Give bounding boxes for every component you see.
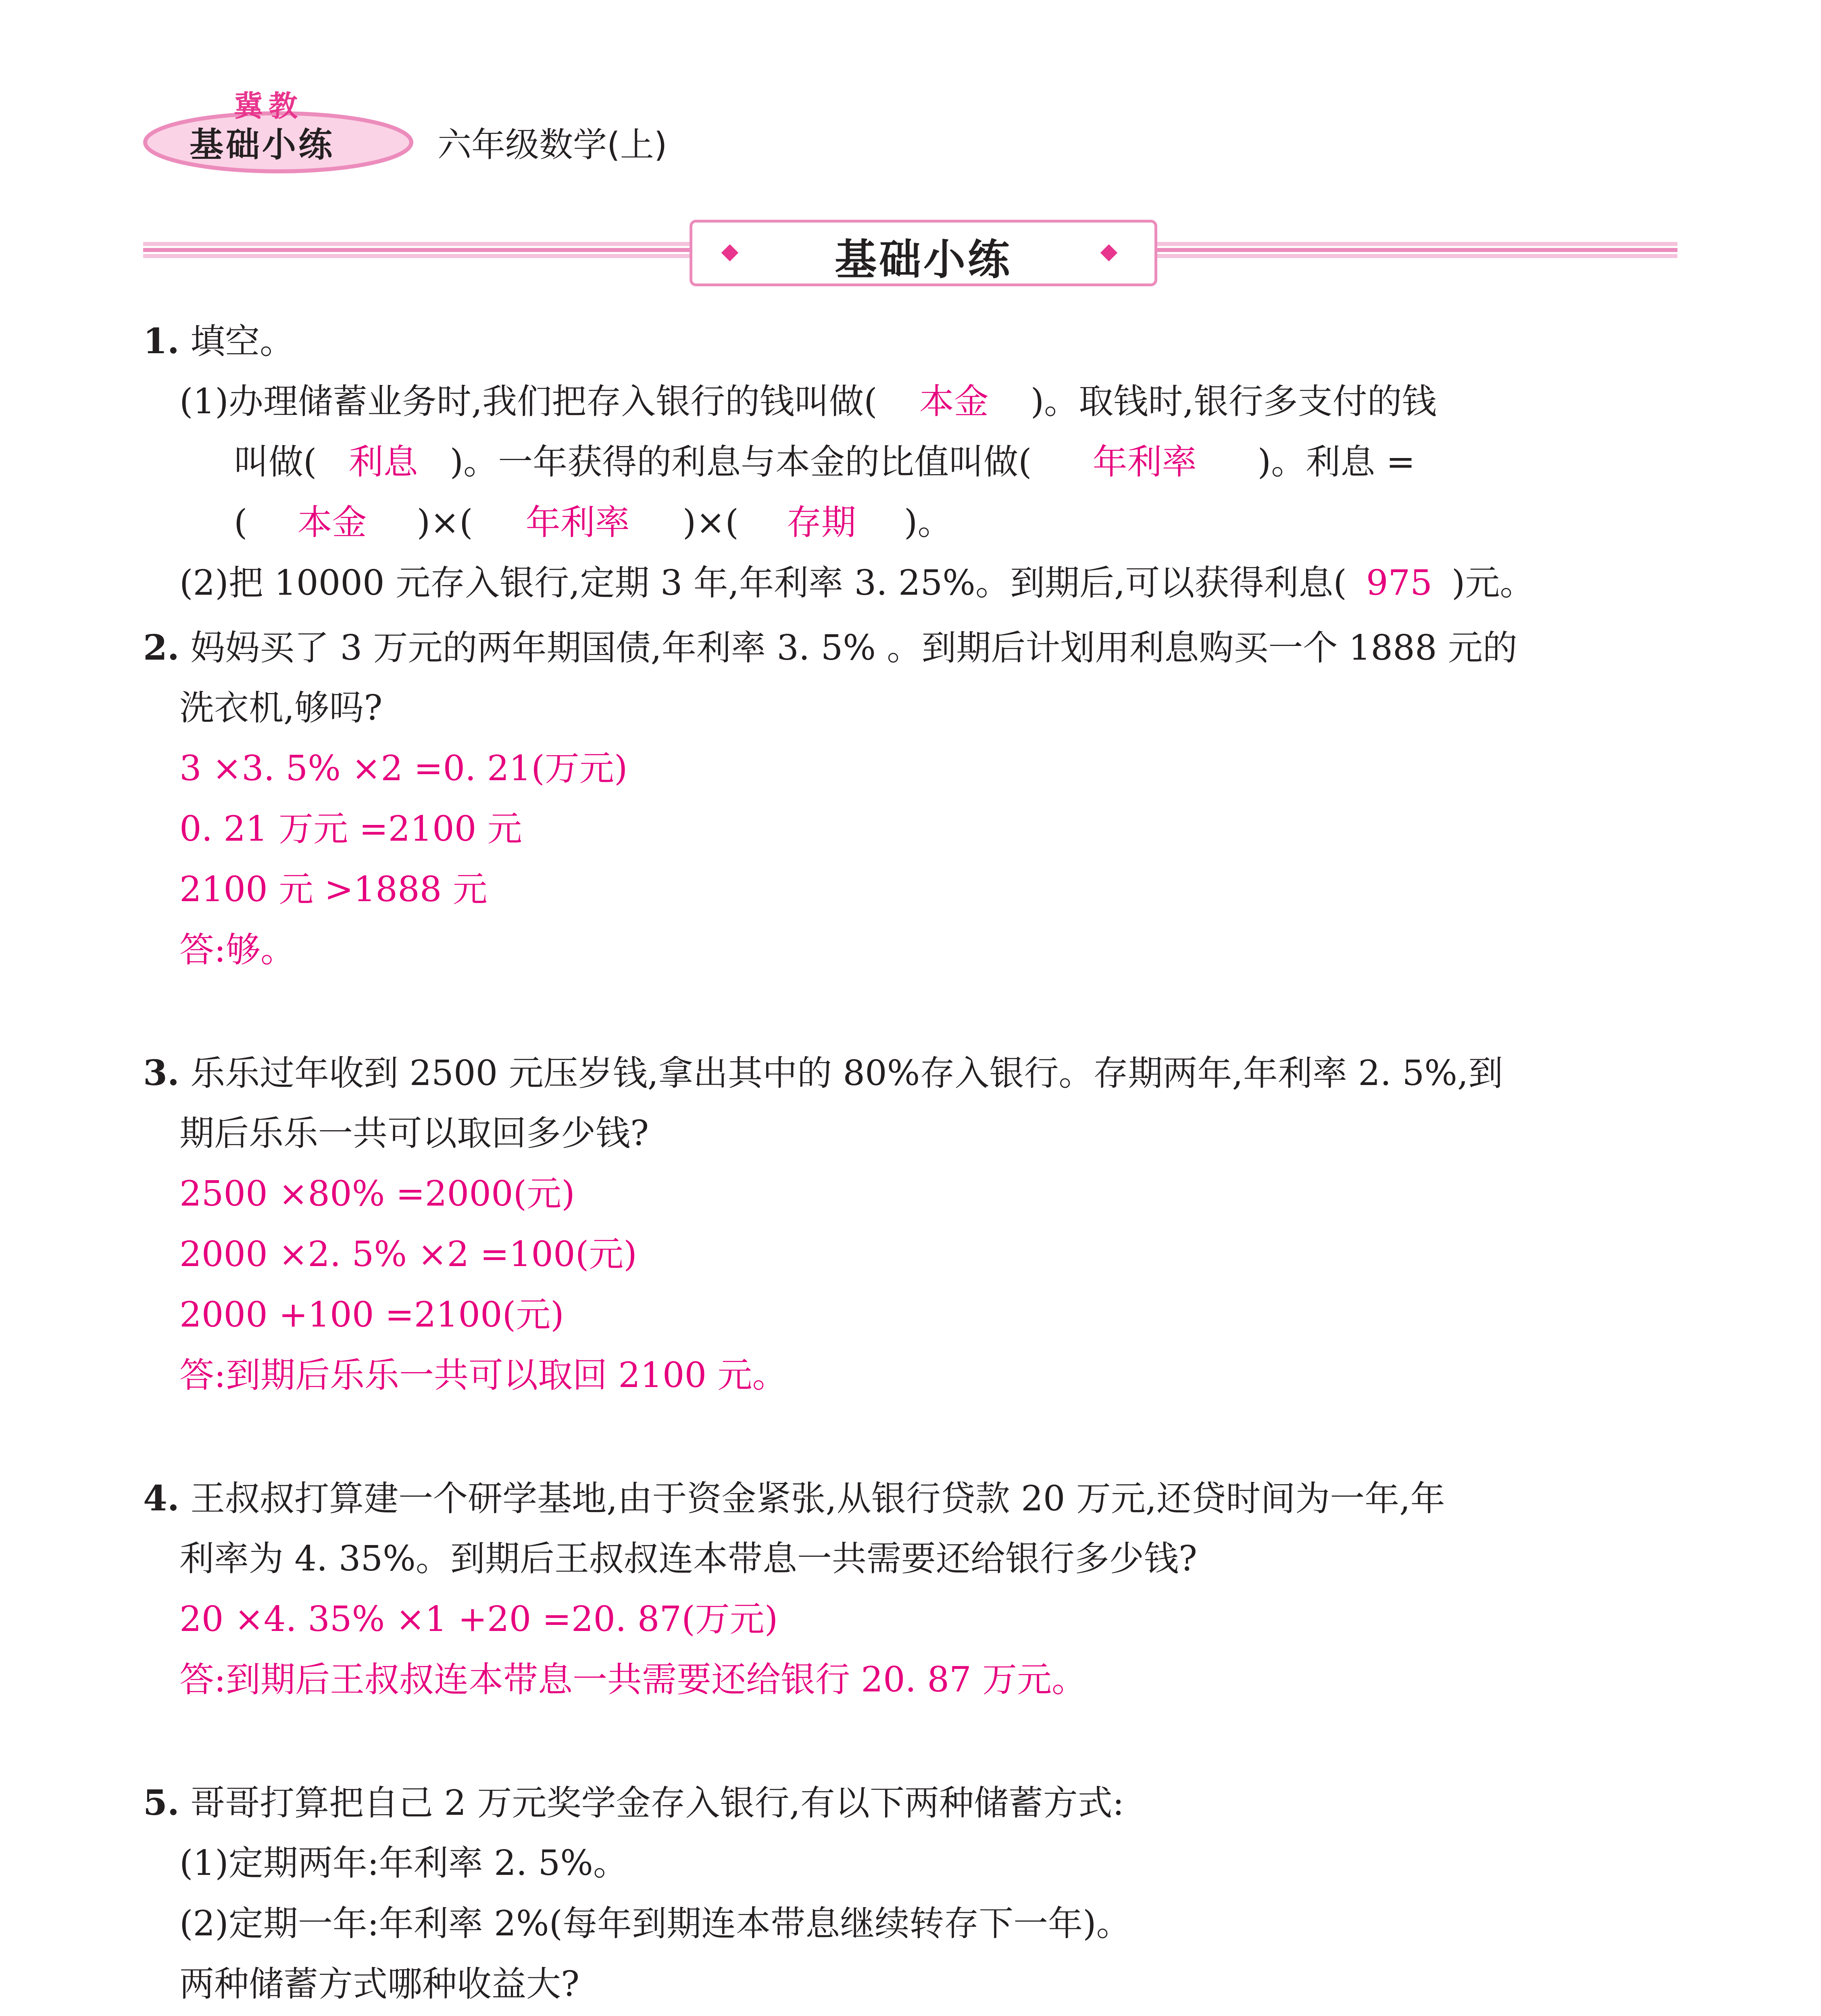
answer-line: 0. 21 万元 =2100 元	[179, 809, 522, 849]
answer-line: 答:到期后王叔叔连本带息一共需要还给银行 20. 87 万元。	[179, 1660, 1087, 1700]
text: (1)办理储蓄业务时,我们把存入银行的钱叫做(	[179, 381, 877, 422]
answer-line: 2000 ×2. 5% ×2 =100(元)	[179, 1234, 637, 1275]
question-5-stem	[143, 1782, 1124, 1824]
q1-part2	[179, 562, 1534, 604]
answer-line: 2000 +100 =2100(元)	[179, 1295, 564, 1335]
text: )。取钱时,银行多支付的钱	[1030, 381, 1437, 422]
series-title: 基础小练	[190, 125, 335, 165]
answer-blank: 975	[1366, 563, 1432, 603]
answer-blank: 本金	[297, 502, 367, 543]
text: )。	[904, 502, 952, 543]
grade-subject: 六年级数学(上)	[438, 125, 667, 165]
answer-blank: 年利率	[525, 502, 630, 543]
text: 叫做(	[234, 442, 317, 482]
question-number: 1.	[143, 321, 179, 362]
question-text: 王叔叔打算建一个研学基地,由于资金紧张,从银行贷款 20 万元,还贷时间为一年,年	[190, 1479, 1445, 1519]
text: )×(	[682, 502, 739, 543]
question-3-stem	[143, 1052, 1503, 1094]
q1-part1-line2	[234, 442, 1415, 483]
answer-line: 2100 元 >1888 元	[179, 869, 488, 910]
question-text: 乐乐过年收到 2500 元压岁钱,拿出其中的 80%存入银行。存期两年,年利率 2. 5%,到	[190, 1053, 1503, 1093]
answer-blank: 利息	[348, 442, 418, 482]
text: )。一年获得的利息与本金的比值叫做(	[450, 442, 1032, 482]
answer-line: 答:够。	[179, 930, 295, 970]
question-3-stem-line2: 期后乐乐一共可以取回多少钱?	[179, 1113, 649, 1154]
text: )元。	[1451, 563, 1535, 603]
answer-line: 答:到期后乐乐一共可以取回 2100 元。	[179, 1355, 787, 1395]
question-5-option-1: (1)定期两年:年利率 2. 5%。	[179, 1843, 628, 1883]
text: )。利息 =	[1257, 442, 1415, 482]
answer-line: 2500 ×80% =2000(元)	[179, 1174, 575, 1214]
question-5-prompt: 两种储蓄方式哪种收益大?	[179, 1964, 580, 2004]
question-text: 哥哥打算把自己 2 万元奖学金存入银行,有以下两种储蓄方式:	[190, 1783, 1124, 1823]
answer-blank: 存期	[786, 502, 856, 543]
publisher-brand: 冀教	[234, 89, 304, 123]
q1-part1-line1	[179, 381, 1437, 423]
banner-stripe-left	[143, 242, 690, 264]
question-number: 4.	[143, 1478, 179, 1519]
section-title: 基础小练	[834, 235, 1012, 284]
text: )×(	[417, 502, 473, 543]
question-text: 妈妈买了 3 万元的两年期国债,年利率 3. 5% 。到期后计划用利息购买一个 1888 元的	[190, 628, 1517, 668]
question-2-stem	[143, 627, 1517, 669]
question-number: 3.	[143, 1053, 179, 1093]
answer-blank: 年利率	[1092, 442, 1197, 482]
answer-line: 3 ×3. 5% ×2 =0. 21(万元)	[179, 748, 628, 789]
question-number: 2.	[143, 627, 179, 668]
q1-part1-line3	[234, 502, 952, 544]
question-number: 5.	[143, 1783, 179, 1823]
question-text: 填空。	[190, 321, 295, 362]
question-1-stem	[143, 321, 294, 362]
question-4-stem-line2: 利率为 4. 35%。到期后王叔叔连本带息一共需要还给银行多少钱?	[179, 1539, 1197, 1579]
question-4-stem	[143, 1478, 1445, 1520]
question-5-option-2: (2)定期一年:年利率 2%(每年到期连本带息继续转存下一年)。	[179, 1904, 1131, 1944]
text: (2)把 10000 元存入银行,定期 3 年,年利率 3. 25%。到期后,可以获得利息(	[179, 563, 1347, 603]
answer-blank: 本金	[919, 381, 989, 422]
answer-line: 20 ×4. 35% ×1 +20 =20. 87(万元)	[179, 1599, 778, 1639]
text: (	[234, 502, 248, 543]
banner-stripe-right	[1157, 242, 1677, 264]
question-2-stem-line2: 洗衣机,够吗?	[179, 688, 383, 728]
